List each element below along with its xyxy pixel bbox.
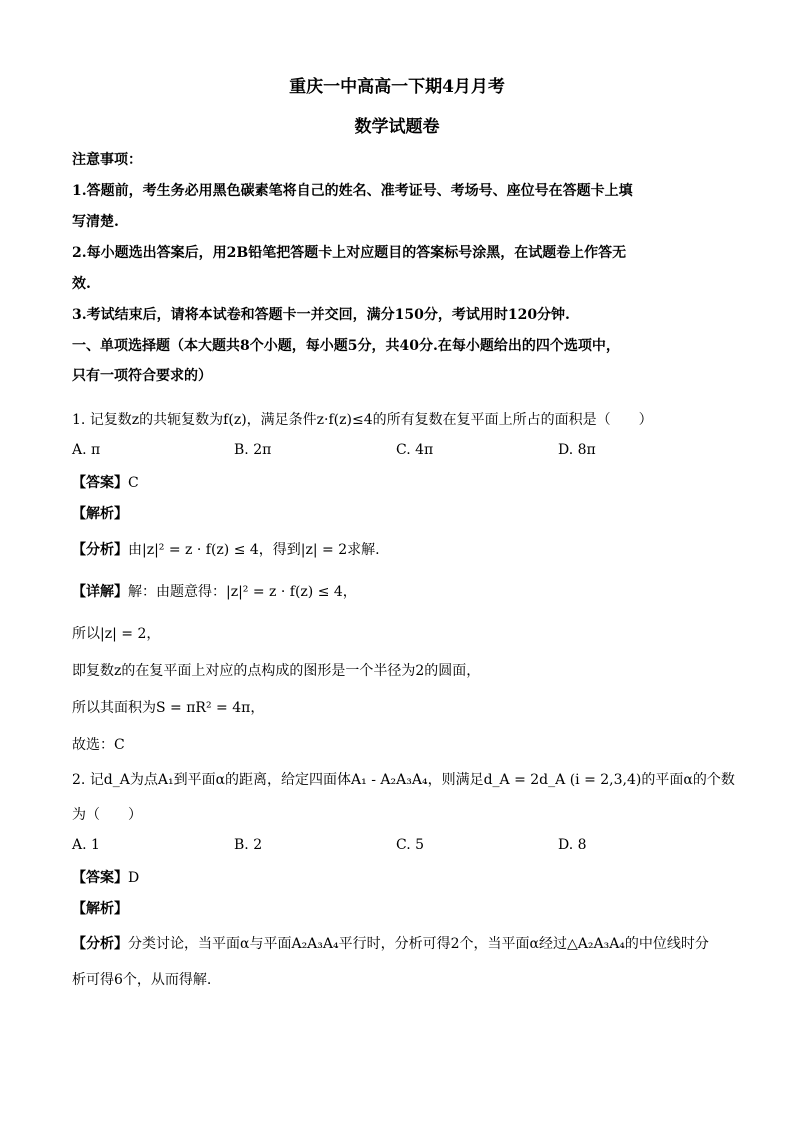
section-heading: 一、单项选择题（本大题共8个小题，每小题5分，共40分.在每小题给出的四个选项中， <box>72 338 620 354</box>
notice-item-1-cont: 写清楚. <box>72 214 119 230</box>
q2-fenxi-cont: 析可得6个，从而得解. <box>72 972 212 988</box>
xiangjie-tag: 【详解】 <box>72 584 128 600</box>
q2-answer <box>72 868 139 888</box>
q2-option-a: A. 1 <box>72 837 100 853</box>
q2-option-d: D. 8 <box>558 837 587 853</box>
q1-xiangjie <box>72 582 357 602</box>
q1-conclusion: 故选：C <box>72 737 125 753</box>
q1-analysis-tag: 【解析】 <box>72 506 128 522</box>
section-heading-cont: 只有一项符合要求的） <box>72 368 212 384</box>
answer-tag: 【答案】 <box>72 475 128 491</box>
q1-option-d: D. 8π <box>558 442 596 458</box>
notice-item-1: 1.答题前，考生务必用黑色碳素笔将自己的姓名、准考证号、考场号、座位号在答题卡上填 <box>72 183 633 199</box>
notice-item-2-cont: 效. <box>72 276 91 292</box>
notice-item-3: 3.考试结束后，请将本试卷和答题卡一并交回，满分150分，考试用时120分钟. <box>72 307 570 323</box>
notice-heading: 注意事项： <box>72 152 142 168</box>
q1-fenxi <box>72 540 380 560</box>
fenxi-tag: 【分析】 <box>72 936 128 952</box>
fenxi-tag: 【分析】 <box>72 542 128 558</box>
q2-fenxi <box>72 934 709 954</box>
q1-option-a: A. π <box>72 442 101 458</box>
xiangjie-text: 解：由题意得：|z|² = z · f(z) ≤ 4， <box>128 584 357 600</box>
notice-item-2: 2.每小题选出答案后，用2B铅笔把答题卡上对应题目的答案标号涂黑，在试题卷上作答无 <box>72 245 627 261</box>
answer-value: C <box>128 475 139 491</box>
q1-stem: 1. 记复数z的共轭复数为f(z)，满足条件z·f(z)≤4的所有复数在复平面上所占的面积是（ ） <box>72 412 653 428</box>
q1-step-3: 所以其面积为S = πR² = 4π， <box>72 700 265 716</box>
q1-step-2: 即复数z的在复平面上对应的点构成的图形是一个半径为2的圆面， <box>72 663 481 679</box>
fenxi-text: 分类讨论，当平面α与平面A₂A₃A₄平行时，分析可得2个，当平面α经过△A₂A₃A₄的中位线时分 <box>128 936 709 952</box>
answer-tag: 【答案】 <box>72 870 128 886</box>
answer-value: D <box>128 870 140 886</box>
q2-option-b: B. 2 <box>234 837 263 853</box>
q1-option-b: B. 2π <box>234 442 272 458</box>
q2-analysis-tag: 【解析】 <box>72 901 128 917</box>
q1-step-1: 所以|z| = 2， <box>72 626 161 642</box>
fenxi-text: 由|z|² = z · f(z) ≤ 4，得到|z| = 2求解. <box>128 542 380 558</box>
q1-option-c: C. 4π <box>396 442 434 458</box>
exam-title: 重庆一中高高一下期4月月考 <box>289 77 505 97</box>
q2-option-c: C. 5 <box>396 837 425 853</box>
q2-stem: 2. 记d_A为点A₁到平面α的距离，给定四面体A₁ - A₂A₃A₄，则满足d_A = 2d_A (i = 2,3,4)的平面α的个数 <box>72 772 735 788</box>
q1-answer <box>72 473 139 493</box>
q2-stem-cont: 为（ ） <box>72 807 142 823</box>
exam-subtitle: 数学试题卷 <box>354 117 440 137</box>
